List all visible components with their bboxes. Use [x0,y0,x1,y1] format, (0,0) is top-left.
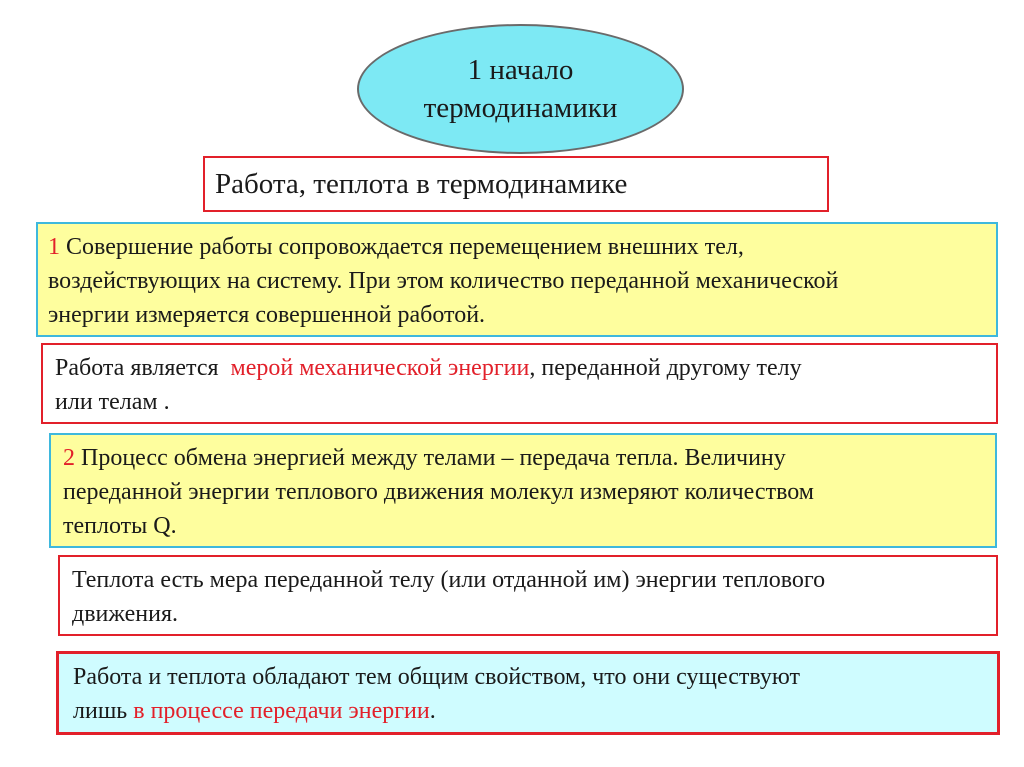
work-definition-suffix: , переданной другому телу [529,355,802,381]
common-property-prefix: лишь [73,698,134,724]
heat-definition-line-2: движения. [72,601,179,627]
heat-process-line-1 [63,441,983,475]
work-process-number: 1 [48,234,60,260]
title-line-2: термодинамики [423,92,618,124]
work-process-line-1 [48,230,986,264]
work-definition-line-1 [55,351,984,385]
heat-process-line-1-text: Процесс обмена энергией между телами – передача тепла. Величину [75,445,786,471]
heat-definition-line-1: Теплота есть мера переданной телу (или отданной им) энергии теплового [72,567,826,593]
title-line-1: 1 начало [467,54,574,86]
heading-box [203,156,829,212]
work-definition-line-2: или телам . [55,389,170,415]
heat-process-box [49,433,997,548]
work-definition-prefix: Работа является [55,355,231,381]
heat-definition-box [58,555,998,636]
work-process-line-1-text: Совершение работы сопровождается перемещением внешних тел, [60,234,744,260]
heat-process-line-3: теплоты Q. [63,513,177,539]
title-ellipse [357,24,684,154]
work-process-box [36,222,998,337]
common-property-line-2 [73,694,983,728]
heat-process-line-2: переданной энергии теплового движения молекул измеряют количеством [63,479,814,505]
common-property-suffix: . [429,698,436,724]
common-property-box [56,651,1000,735]
work-definition-highlight: мерой механической энергии [230,355,530,381]
work-process-line-2: воздействующих на систему. При этом количество переданной механической [48,268,839,294]
work-definition-box [41,343,998,424]
common-property-highlight: в процессе передачи энергии [133,698,430,724]
heat-process-number: 2 [63,445,75,471]
work-process-line-3: энергии измеряется совершенной работой. [48,302,486,328]
heading-text: Работа, теплота в термодинамике [215,168,628,200]
common-property-line-1: Работа и теплота обладают тем общим свойством, что они существуют [73,664,800,690]
